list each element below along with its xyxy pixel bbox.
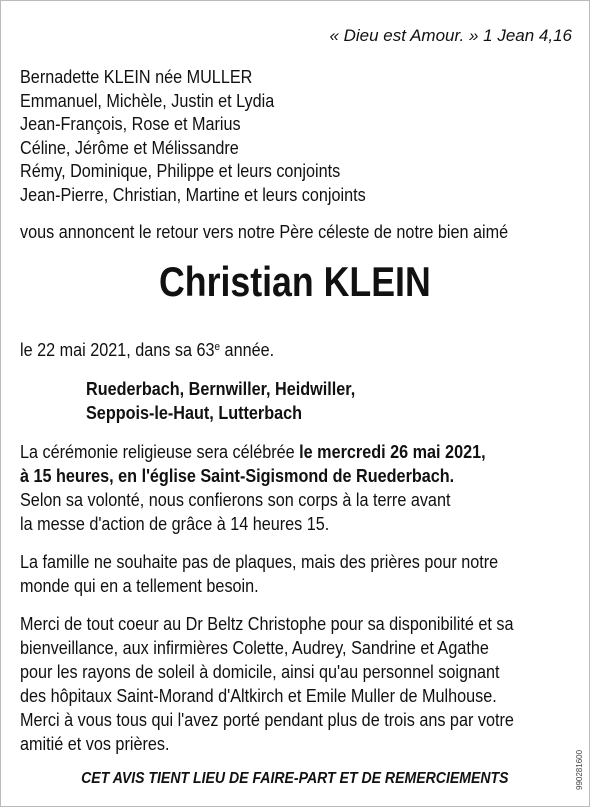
family-line: Bernadette KLEIN née MULLER bbox=[20, 67, 253, 87]
thanks-line: Merci à vous tous qui l'avez porté pendant plus de trois ans par votre bbox=[20, 710, 514, 730]
wishes-line: monde qui en a tellement besoin. bbox=[20, 576, 259, 596]
places-list bbox=[86, 377, 355, 425]
thanks-line: des hôpitaux Saint-Morand d'Altkirch et Emile Muller de Mulhouse. bbox=[20, 686, 497, 706]
place-line: Ruederbach, Bernwiller, Heidwiller, bbox=[86, 379, 356, 399]
death-text-before: le 22 mai 2021, dans sa 63 bbox=[20, 340, 215, 360]
ceremony-regular: La cérémonie religieuse sera célébrée bbox=[20, 442, 300, 462]
ceremony-line-3: Selon sa volonté, nous confierons son corps à la terre avant bbox=[20, 490, 451, 510]
wishes-paragraph bbox=[20, 550, 498, 598]
ceremony-line-4: la messe d'action de grâce à 14 heures 15. bbox=[20, 514, 330, 534]
ceremony-line-1 bbox=[20, 440, 486, 464]
family-list bbox=[20, 66, 366, 208]
deceased-name bbox=[0, 258, 590, 306]
announcement: vous annoncent le retour vers notre Père céleste de notre bien aimé bbox=[20, 222, 509, 242]
thanks-line: pour les rayons de soleil à domicile, ainsi qu'au personnel soignant bbox=[20, 662, 500, 682]
family-line: Emmanuel, Michèle, Justin et Lydia bbox=[20, 90, 275, 111]
family-line: Jean-Pierre, Christian, Martine et leurs conjoints bbox=[20, 184, 366, 205]
footer-notice bbox=[0, 770, 590, 788]
thanks-paragraph bbox=[20, 612, 514, 756]
death-text-after: année. bbox=[220, 340, 275, 360]
thanks-line: Merci de tout coeur au Dr Beltz Christophe pour sa disponibilité et sa bbox=[20, 614, 514, 634]
death-superscript: e bbox=[214, 341, 221, 353]
death-date bbox=[20, 340, 274, 361]
deceased-name-text: Christian KLEIN bbox=[159, 258, 431, 305]
ceremony-paragraph bbox=[20, 440, 486, 536]
thanks-line: amitié et vos prières. bbox=[20, 734, 170, 754]
family-line: Jean-François, Rose et Marius bbox=[20, 114, 241, 135]
epigraph: « Dieu est Amour. » 1 Jean 4,16 bbox=[329, 26, 572, 45]
ceremony-line-2: à 15 heures, en l'église Saint-Sigismond de Ruederbach. bbox=[20, 466, 455, 486]
family-line: Rémy, Dominique, Philippe et leurs conjoints bbox=[20, 161, 341, 182]
place-line: Seppois-le-Haut, Lutterbach bbox=[86, 403, 303, 423]
wishes-line: La famille ne souhaite pas de plaques, mais des prières pour notre bbox=[20, 552, 499, 572]
reference-number: 990281600 bbox=[575, 749, 584, 790]
footer-text: CET AVIS TIENT LIEU DE FAIRE-PART ET DE REMERCIEMENTS bbox=[81, 770, 509, 787]
ceremony-date-bold: le mercredi 26 mai 2021, bbox=[299, 442, 486, 462]
thanks-line: bienveillance, aux infirmières Colette, Audrey, Sandrine et Agathe bbox=[20, 638, 489, 658]
family-line: Céline, Jérôme et Mélissandre bbox=[20, 137, 239, 158]
